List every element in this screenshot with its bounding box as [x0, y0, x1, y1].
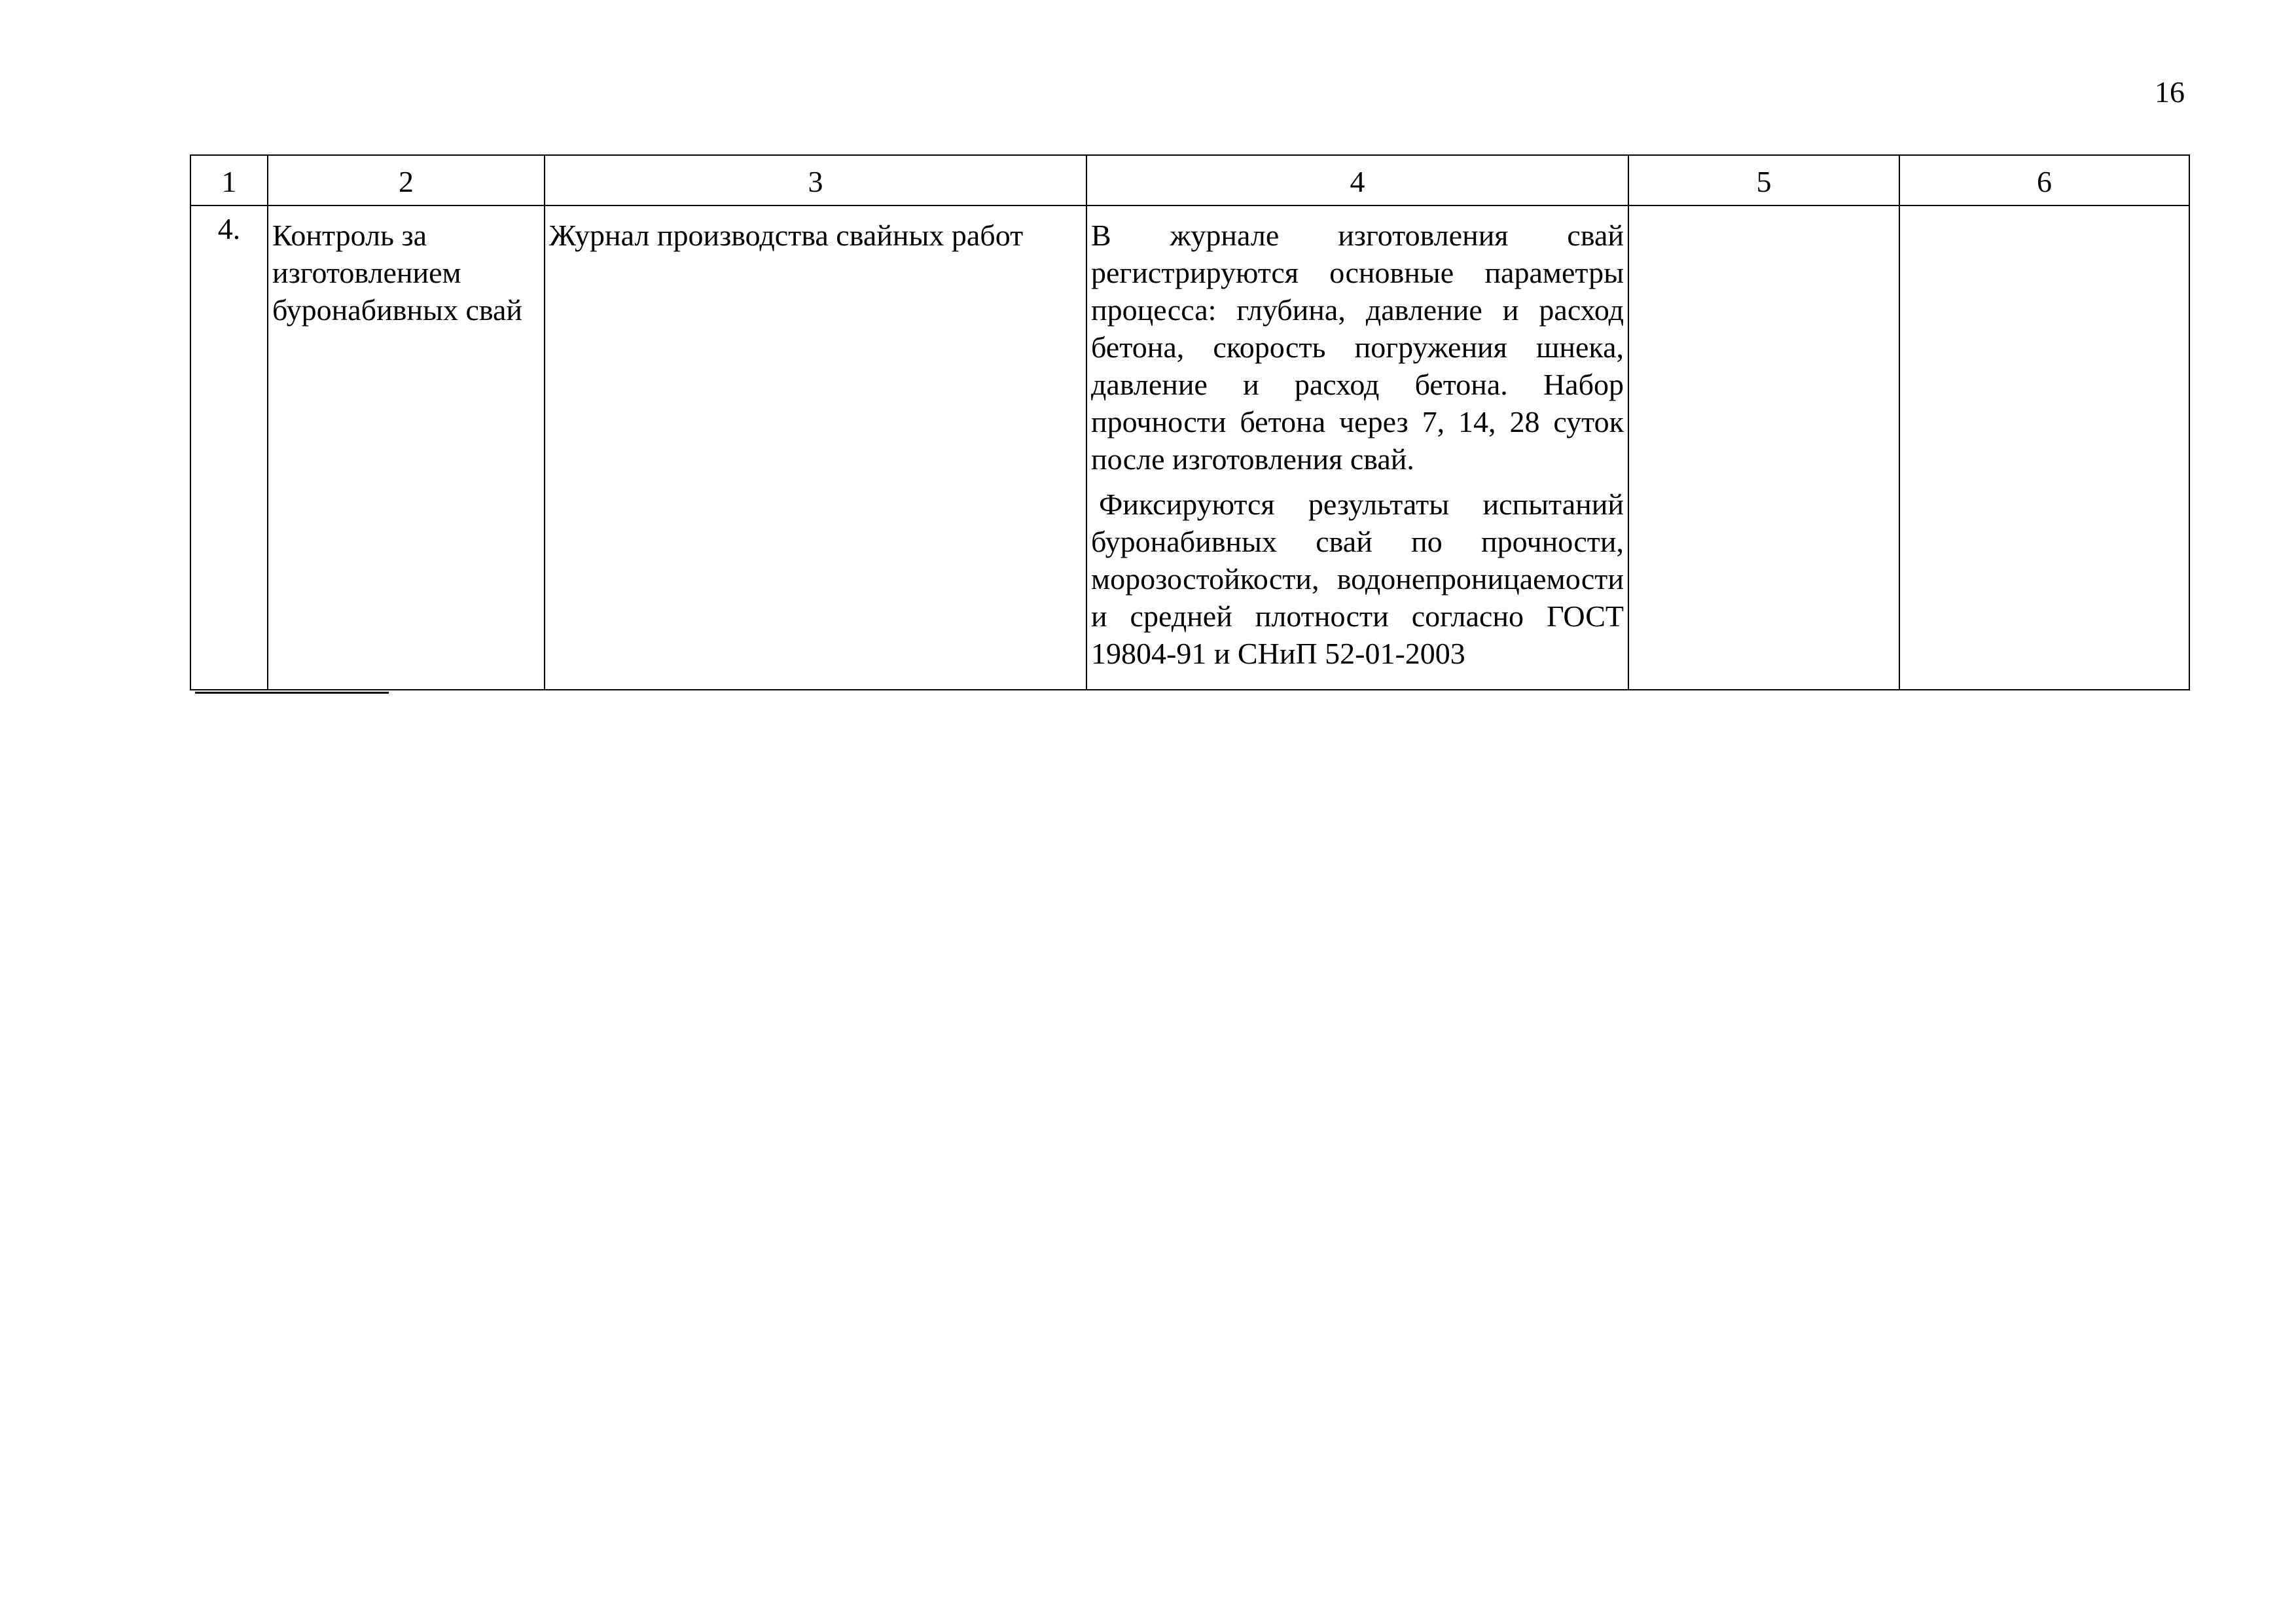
- column-5-cell: [1628, 205, 1899, 690]
- control-type-cell: [268, 205, 545, 690]
- column-header-4: 4: [1086, 155, 1628, 205]
- column-header-1: 1: [190, 155, 268, 205]
- table-header-row: [190, 155, 2189, 205]
- table-row: [190, 205, 2189, 690]
- description-cell: [1086, 205, 1628, 690]
- column-header-5: 5: [1628, 155, 1899, 205]
- column-header-6: 6: [1899, 155, 2189, 205]
- column-6-cell: [1899, 205, 2189, 690]
- control-table: [190, 154, 2190, 690]
- control-type-text: Контроль за изготовлением буронабивных свай: [272, 219, 523, 327]
- row-number: 4.: [217, 212, 241, 245]
- column-header-2: 2: [268, 155, 545, 205]
- document-text: Журнал производства свайных работ: [549, 219, 1024, 252]
- description-paragraph-1: В журнале изготовления свай регистрируются основные параметры процесса: глубина, давление и расход бетона, скорость погружения шнека, давление и расход бетона. Набор прочности бетона через 7, 14, 28 суток после изготовления свай.: [1091, 219, 1624, 476]
- document-cell: [545, 205, 1086, 690]
- page-number: 16: [2155, 75, 2185, 109]
- description-paragraph-2: Фиксируются результаты испытаний буронабивных свай по прочности, морозостойкости, водонепроницаемости и средней плотности согласно ГОСТ 19804-91 и СНиП 52-01-2003: [1091, 488, 1624, 670]
- column-header-3: 3: [545, 155, 1086, 205]
- row-number-cell: [190, 205, 268, 690]
- footnote-rule: [195, 692, 389, 694]
